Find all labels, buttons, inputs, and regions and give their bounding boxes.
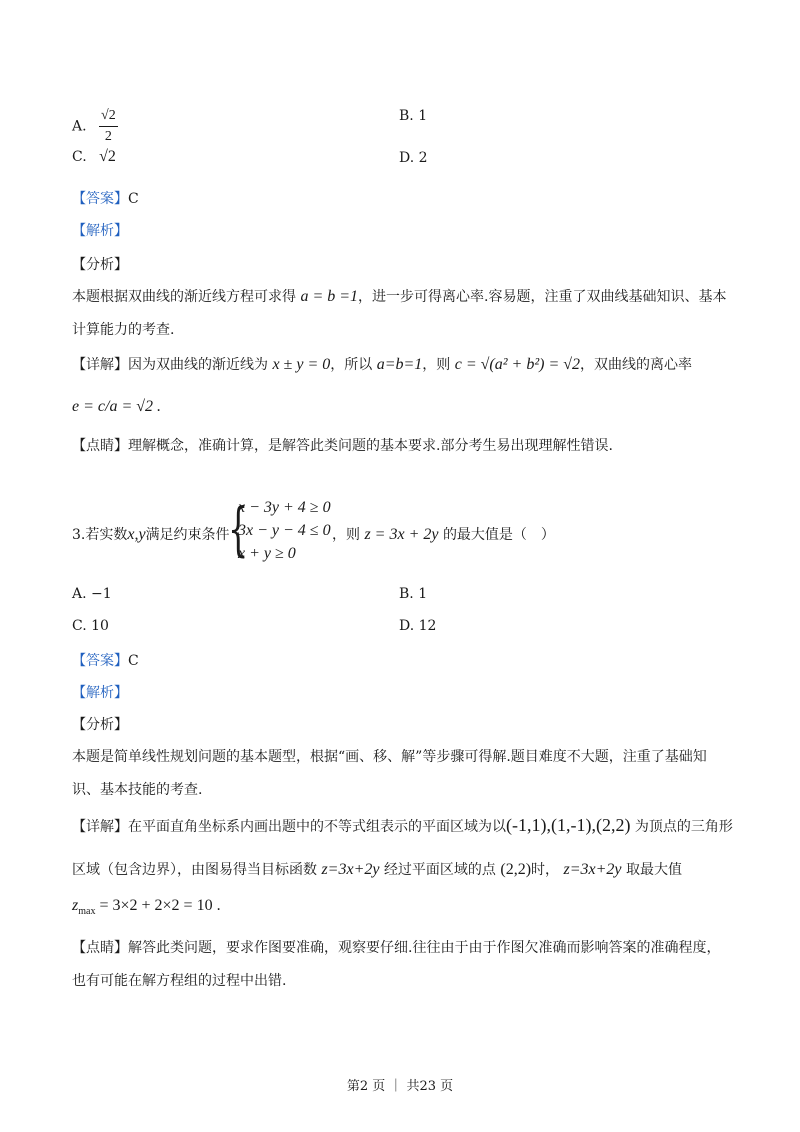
q2-option-a-fraction: $\frac{√2}{2}$ [101, 108, 116, 144]
q2-detail-eccentricity: e = c/a = √2 . [72, 398, 162, 415]
q3-option-b: B. 1 [399, 586, 428, 602]
q2-option-d: D. 2 [399, 150, 428, 166]
q2-fenxi-line1: 本题根据双曲线的渐近线方程可求得 a = b =1，进一步可得离心率.容易题，注重了双曲线基础知识、基本 [72, 288, 727, 305]
q3-constraints [238, 496, 331, 565]
q3-option-d: D. 12 [399, 618, 437, 634]
q3-constraint-brace: { [228, 495, 249, 563]
q3-constraint-1: x − 3y + 4 ≥ 0 [238, 499, 331, 516]
q2-option-b: B. 1 [399, 108, 428, 124]
q3-stem-right: ，则 z = 3x + 2y 的最大值是（ ） [332, 526, 555, 543]
q3-constraint-2: 3x − y − 4 ≤ 0 [238, 522, 331, 539]
q2-answer: 【答案】C [72, 191, 139, 207]
q2-fenxi-line2: 计算能力的考查. [72, 322, 175, 338]
q3-option-c: C. 10 [72, 618, 109, 634]
page-footer: 第2 页 ｜ 共23 页 [346, 1079, 454, 1094]
q2-fenxi-heading: 【分析】 [72, 257, 128, 273]
q2-option-c: C. √2 [72, 148, 116, 165]
q3-stem-left: 3.若实数x,y满足约束条件 [72, 526, 230, 543]
q3-dianjing-line1: 【点睛】解答此类问题，要求作图要准确，观察要仔细.往往由于由于作图欠准确而影响答案的准确程度， [72, 940, 721, 956]
q2-detail-line1: 【详解】因为双曲线的渐近线为 x ± y = 0，所以 a=b=1，则 c = √(a² + b²) = √2，双曲线的离心率 [72, 356, 693, 373]
q3-detail-line1: 【详解】在平面直角坐标系内画出题中的不等式组表示的平面区域为以(-1,1),(1,-1),(2,2) 为顶点的三角形 [72, 815, 733, 835]
q2-analysis-heading: 【解析】 [72, 223, 128, 239]
q3-analysis-heading: 【解析】 [72, 685, 128, 701]
q2-dianjing: 【点睛】理解概念，准确计算，是解答此类问题的基本要求.部分考生易出现理解性错误. [72, 438, 613, 454]
q3-answer: 【答案】C [72, 653, 139, 669]
q3-zmax: $z_{max} = 3\times 2 + 2\times 2 = 10$ . [72, 897, 221, 917]
q3-fenxi-line1: 本题是简单线性规划问题的基本题型，根据“画、移、解”等步骤可得解.题目难度不大题，注重了基础知 [72, 749, 707, 765]
q3-dianjing-line2: 也有可能在解方程组的过程中出错. [72, 973, 287, 989]
q2-option-a: A. $\frac{√2}{2}$ [72, 106, 118, 147]
q3-option-a: A. −1 [72, 586, 112, 602]
q3-constraint-3: x + y ≥ 0 [238, 545, 296, 562]
q3-detail-line2: 区域（包含边界），由图易得当目标函数 z=3x+2y 经过平面区域的点 (2,2)时， z=3x+2y 取最大值 [72, 861, 682, 878]
q3-fenxi-heading: 【分析】 [72, 717, 128, 733]
q3-fenxi-line2: 识、基本技能的考查. [72, 782, 203, 798]
